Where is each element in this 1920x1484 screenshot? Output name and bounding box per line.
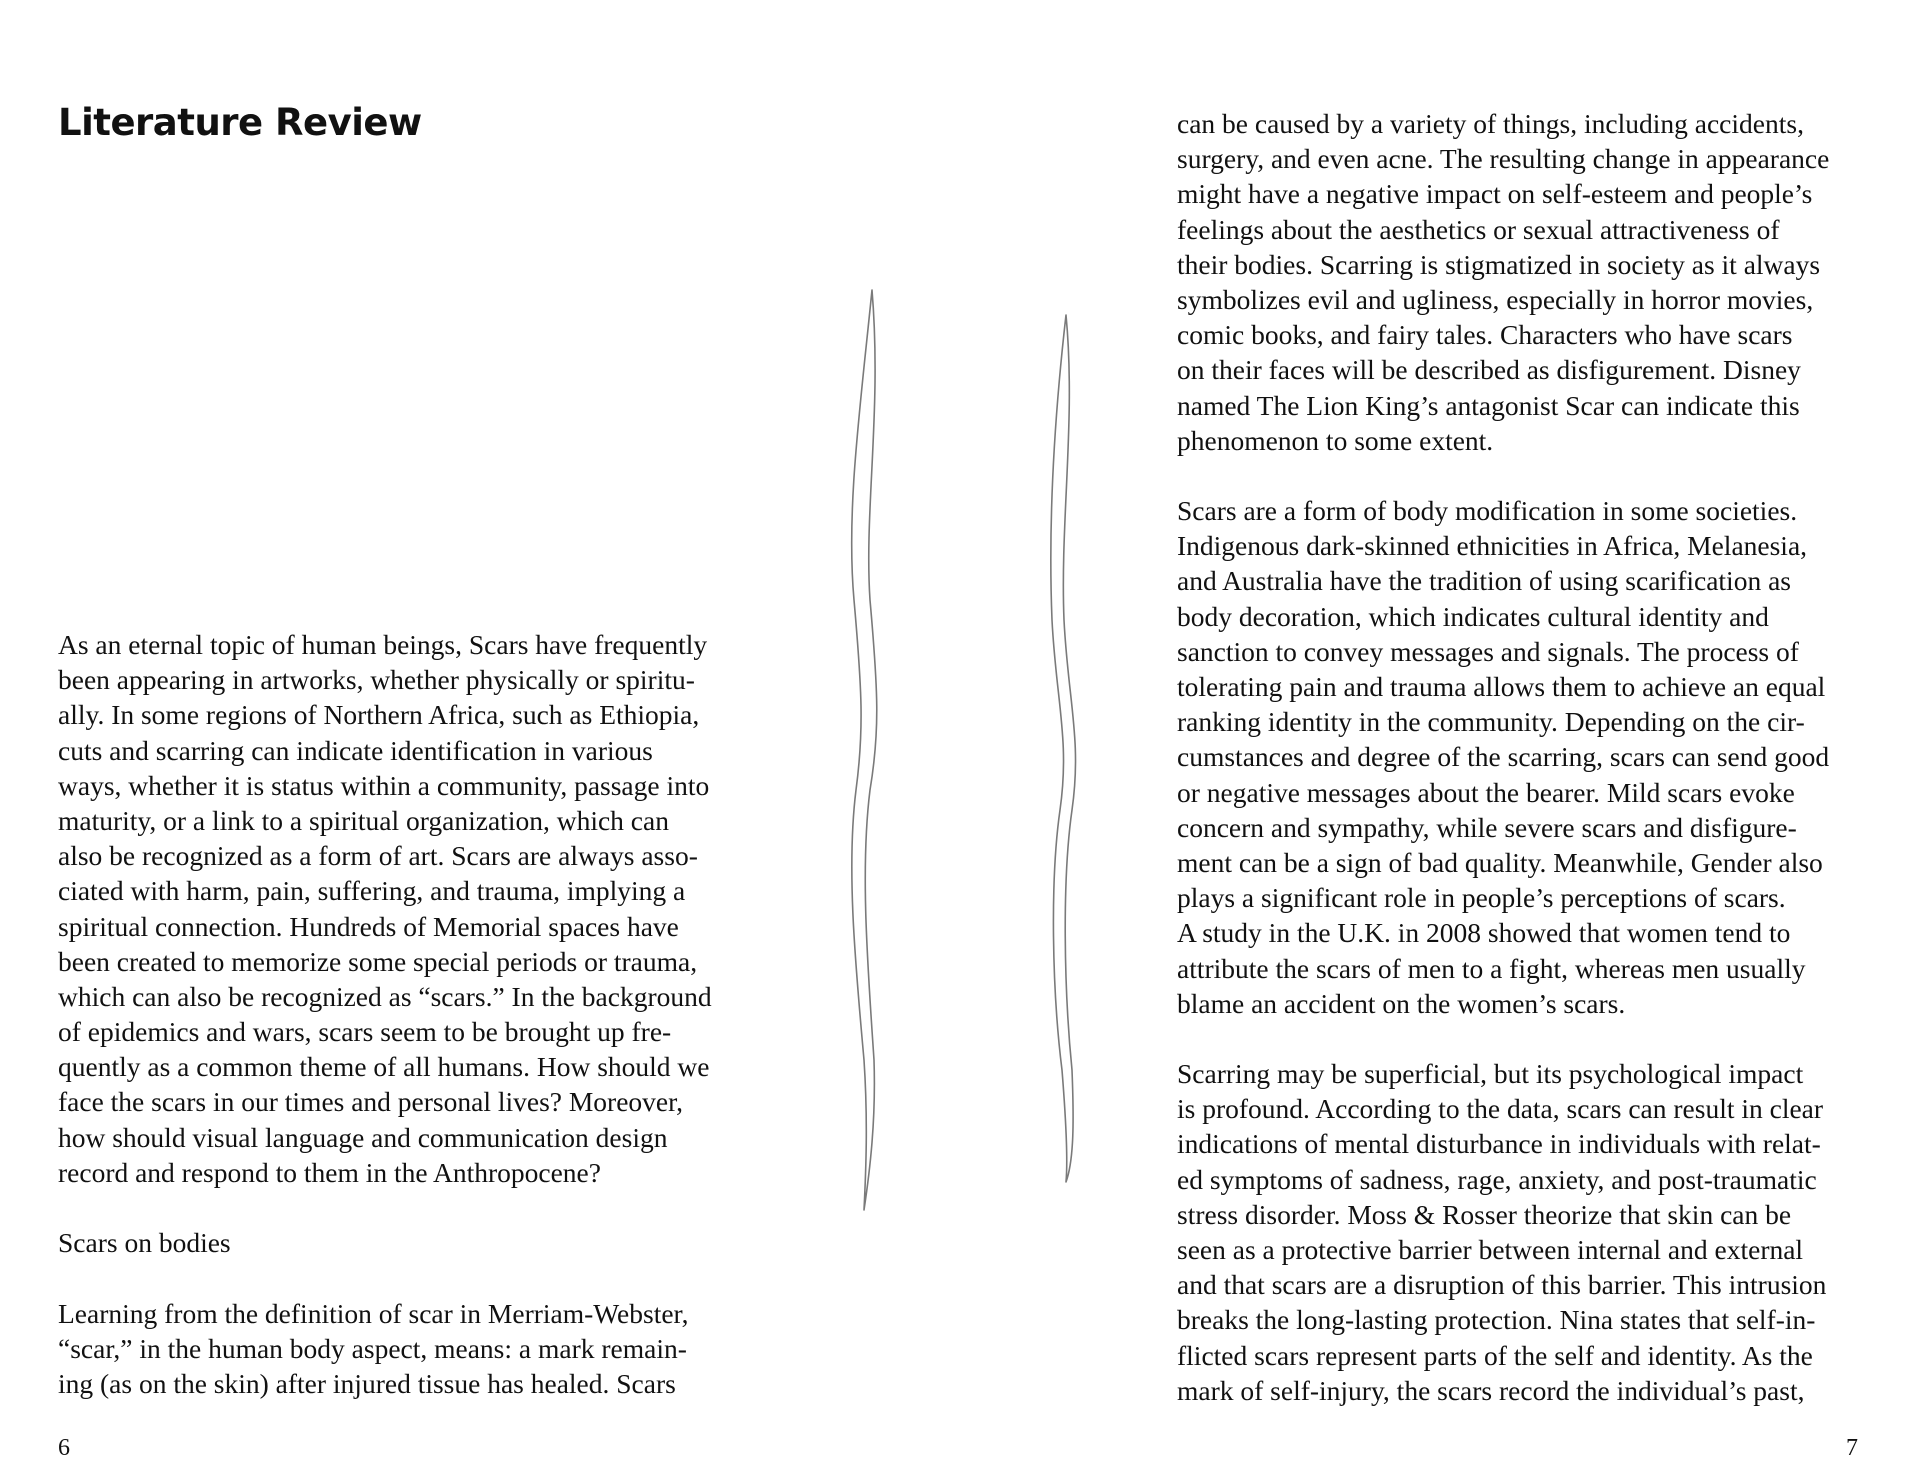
text-line: ways, whether it is status within a community, passage into (58, 769, 710, 801)
text-line: which can also be recognized as “scars.” In the background (58, 980, 712, 1012)
text-line: or negative messages about the bearer. Mild scars evoke (1177, 776, 1795, 808)
text-line: flicted scars represent parts of the self and identity. As the (1177, 1339, 1813, 1371)
left-scar-stroke (852, 290, 877, 1210)
text-line: ally. In some regions of Northern Africa, such as Ethiopia, (58, 699, 700, 731)
text-line: sanction to convey messages and signals. The process of (1177, 635, 1799, 667)
text-line: maturity, or a link to a spiritual organization, which can (58, 804, 669, 836)
text-line: might have a negative impact on self-esteem and people’s (1177, 178, 1813, 210)
text-line: how should visual language and communication design (58, 1121, 668, 1153)
text-line: and Australia have the tradition of using scarification as (1177, 565, 1791, 597)
text-line: indications of mental disturbance in individuals with relat- (1177, 1128, 1821, 1160)
paragraph-gap (58, 1190, 758, 1225)
text-line: breaks the long-lasting protection. Nina states that self-in- (1177, 1304, 1816, 1336)
text-line: their bodies. Scarring is stigmatized in society as it always (1177, 248, 1821, 280)
paragraph (58, 627, 758, 1190)
text-line: face the scars in our times and personal lives? Moreover, (58, 1086, 684, 1118)
text-line: is profound. According to the data, scars can result in clear (1177, 1093, 1824, 1125)
text-line: of epidemics and wars, scars seem to be brought up fre- (58, 1016, 672, 1048)
text-line: Scars on bodies (58, 1227, 231, 1259)
text-line: A study in the U.K. in 2008 showed that women tend to (1177, 917, 1791, 949)
text-line: attribute the scars of men to a fight, whereas men usually (1177, 952, 1806, 984)
text-line: symbolizes evil and ugliness, especially in horror movies, (1177, 283, 1814, 315)
text-line: ciated with harm, pain, suffering, and trauma, implying a (58, 875, 686, 907)
page-number-left: 6 (58, 1435, 70, 1461)
text-line: plays a significant role in people’s perceptions of scars. (1177, 882, 1786, 914)
text-line: As an eternal topic of human beings, Scars have frequently (58, 629, 708, 660)
paragraph (1177, 1056, 1897, 1408)
page-number-right: 7 (1846, 1435, 1858, 1461)
text-line: phenomenon to some extent. (1177, 424, 1494, 456)
scar-line-drawing-icon (820, 270, 1120, 1220)
text-line: blame an accident on the women’s scars. (1177, 987, 1626, 1019)
text-line: concern and sympathy, while severe scars and disfigure- (1177, 811, 1797, 843)
text-line: and that scars are a disruption of this barrier. This intrusion (1177, 1269, 1827, 1301)
text-line: quently as a common theme of all humans. How should we (58, 1051, 710, 1083)
paragraph (1177, 493, 1897, 1021)
right-body-text (1177, 106, 1897, 1408)
text-line: Scarring may be superficial, but its psychological impact (1177, 1058, 1804, 1090)
text-line: comic books, and fairy tales. Characters who have scars (1177, 319, 1793, 351)
text-line: Scars are a form of body modification in some societies. (1177, 495, 1798, 527)
text-line: cumstances and degree of the scarring, scars can send good (1177, 741, 1830, 773)
page-title: Literature Review (58, 101, 422, 144)
paragraph (58, 1225, 758, 1260)
text-line: feelings about the aesthetics or sexual attractiveness of (1177, 213, 1780, 245)
text-line: ranking identity in the community. Depending on the cir- (1177, 706, 1805, 738)
text-line: seen as a protective barrier between internal and external (1177, 1234, 1804, 1265)
paragraph-gap (1177, 1021, 1897, 1056)
text-line: also be recognized as a form of art. Scars are always asso- (58, 840, 698, 872)
text-line: stress disorder. Moss & Rosser theorize that skin can be (1177, 1198, 1792, 1230)
left-body-text (58, 627, 758, 1401)
text-line: ment can be a sign of bad quality. Meanwhile, Gender also (1177, 846, 1823, 878)
paragraph (1177, 106, 1897, 458)
text-line: been created to memorize some special periods or trauma, (58, 945, 698, 977)
text-line: can be caused by a variety of things, including accidents, (1177, 108, 1804, 139)
paragraph-gap (1177, 458, 1897, 493)
paragraph (58, 1296, 758, 1402)
text-line: record and respond to them in the Anthropocene? (58, 1156, 601, 1188)
text-line: ing (as on the skin) after injured tissue has healed. Scars (58, 1367, 676, 1399)
text-line: named The Lion King’s antagonist Scar can indicate this (1177, 389, 1800, 421)
text-line: body decoration, which indicates cultural identity and (1177, 600, 1769, 632)
text-line: cuts and scarring can indicate identification in various (58, 734, 653, 766)
text-line: been appearing in artworks, whether physically or spiritu- (58, 664, 695, 696)
text-line: “scar,” in the human body aspect, means: a mark remain- (58, 1332, 687, 1364)
text-line: mark of self-injury, the scars record the individual’s past, (1177, 1374, 1805, 1406)
text-line: Indigenous dark-skinned ethnicities in Africa, Melanesia, (1177, 530, 1808, 562)
text-line: spiritual connection. Hundreds of Memorial spaces have (58, 910, 679, 942)
text-line: on their faces will be described as disfigurement. Disney (1177, 354, 1801, 386)
text-line: tolerating pain and trauma allows them to achieve an equal (1177, 671, 1826, 702)
paragraph-gap (58, 1260, 758, 1295)
text-line: ed symptoms of sadness, rage, anxiety, and post-traumatic (1177, 1163, 1817, 1195)
right-scar-stroke (1051, 315, 1076, 1182)
text-line: surgery, and even acne. The resulting change in appearance (1177, 143, 1830, 175)
text-line: Learning from the definition of scar in Merriam-Webster, (58, 1297, 689, 1329)
